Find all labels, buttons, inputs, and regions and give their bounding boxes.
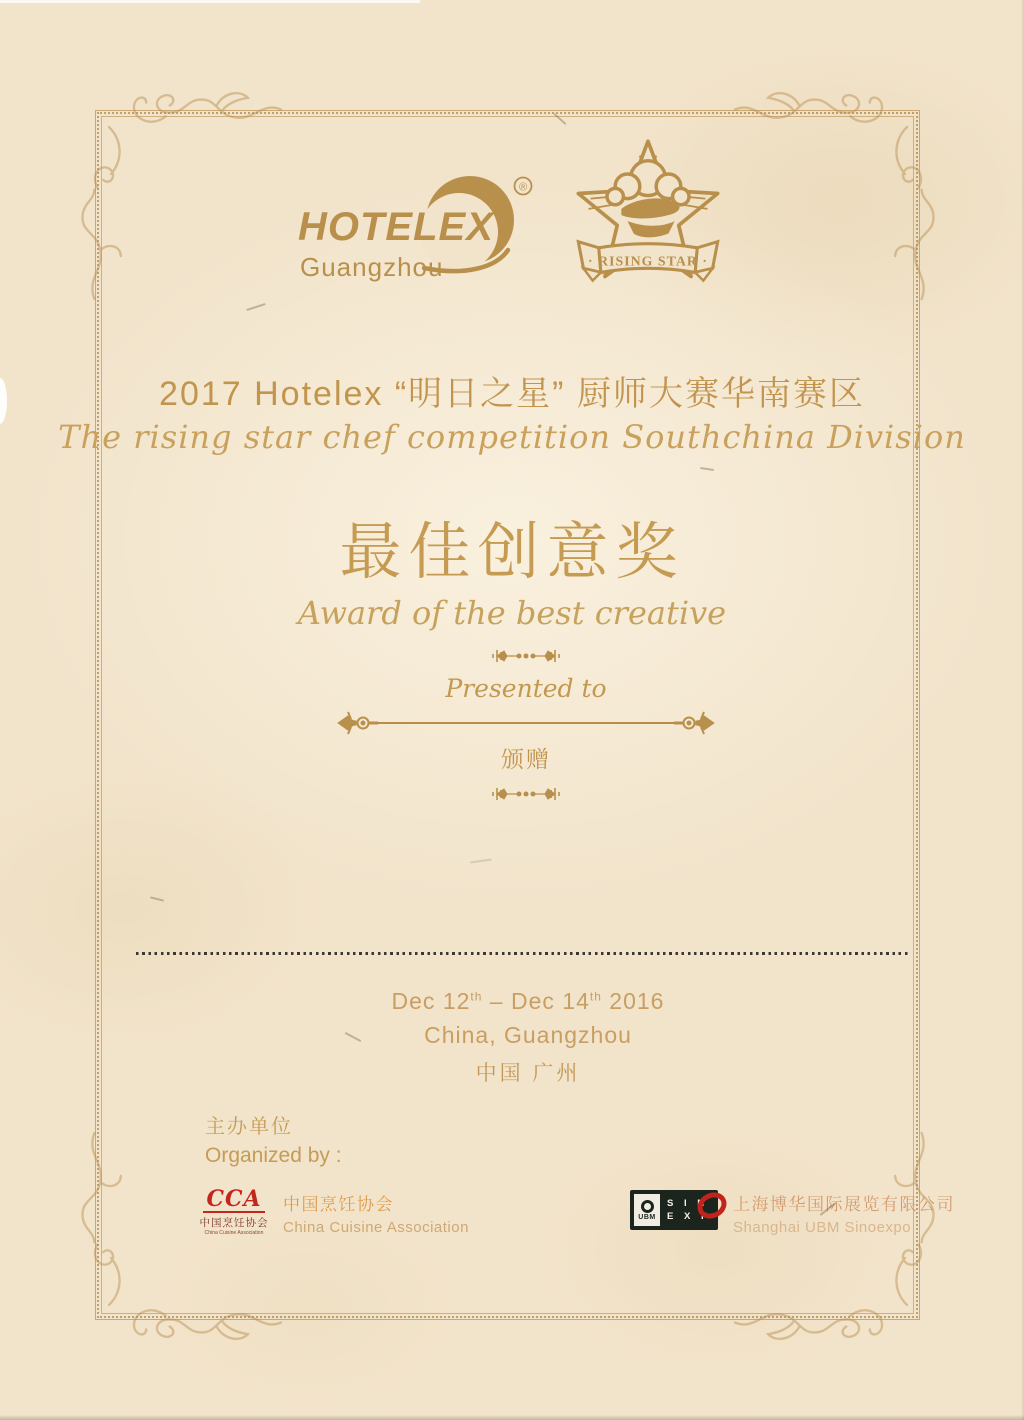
presented-rule [376,711,676,735]
chef-hat-icon [607,161,689,238]
scan-edge [0,0,420,3]
ribbon-banner [578,242,717,281]
registered-mark-icon [515,178,532,195]
cca-name-en: China Cuisine Association [283,1219,469,1236]
competition-title-zh: 2017 Hotelex “明日之星” 厨师大赛华南赛区 [159,375,865,413]
presented-to-zh: 颁赠 [501,746,551,772]
dotted-separator [136,952,910,955]
rising-star-badge [566,136,730,292]
rule-ornament-icon [336,711,378,735]
sinexpo-row1: S I N [667,1198,709,1209]
ubm-logo-text: UBM [638,1213,656,1221]
ubm-circle-icon [641,1200,654,1213]
scan-edge [0,1415,1024,1420]
hotelex-brand-text: HOTELEX [298,205,494,249]
ubm-mark [634,1194,660,1226]
presented-to-block [14,648,1024,802]
cca-name-block [283,1190,469,1236]
ubm-name-block [733,1190,955,1236]
ubm-name-en: Shanghai UBM Sinoexpo [733,1219,912,1236]
organizer-label-zh: 主办单位 [205,1116,293,1138]
organizer-label-en: Organized by : [205,1144,342,1167]
organizer-cca [198,1186,469,1236]
hotelex-logo [292,164,538,286]
cca-logo-zh: 中国烹饪协会 [199,1216,269,1229]
event-date: Dec 12th – Dec 14th 2016 [391,988,665,1014]
hotelex-city-text: Guangzhou [300,252,444,282]
organizer-ubm [630,1190,955,1236]
sinexpo-row2: E X P [667,1210,712,1222]
cca-logo-en: China Cuisine Association [204,1230,264,1236]
ubm-sinoexpo-logo [630,1190,718,1230]
event-location-en: China, Guangzhou [424,1022,632,1048]
award-title-zh: 最佳创意奖 [339,518,685,587]
divider-ornament-icon [491,648,561,664]
event-location-zh: 中国 广州 [475,1062,581,1085]
rule-ornament-icon [674,711,716,735]
presented-to-en: Presented to [445,674,607,703]
divider-ornament-icon [491,786,561,802]
ubm-name-zh: 上海博华国际展览有限公司 [733,1195,955,1214]
organizer-label [205,1110,342,1168]
award-title-en: Award of the best creative [297,594,727,632]
competition-title-en: The rising star chef competition Southchina Division [58,418,966,456]
cca-logo [198,1186,270,1236]
svg-text:®: ® [518,181,528,194]
ribbon-text: · RISING STAR · [587,253,709,269]
cca-logo-text: CCA [203,1190,264,1213]
event-info [16,988,1024,1087]
cca-name-zh: 中国烹饪协会 [283,1195,394,1214]
